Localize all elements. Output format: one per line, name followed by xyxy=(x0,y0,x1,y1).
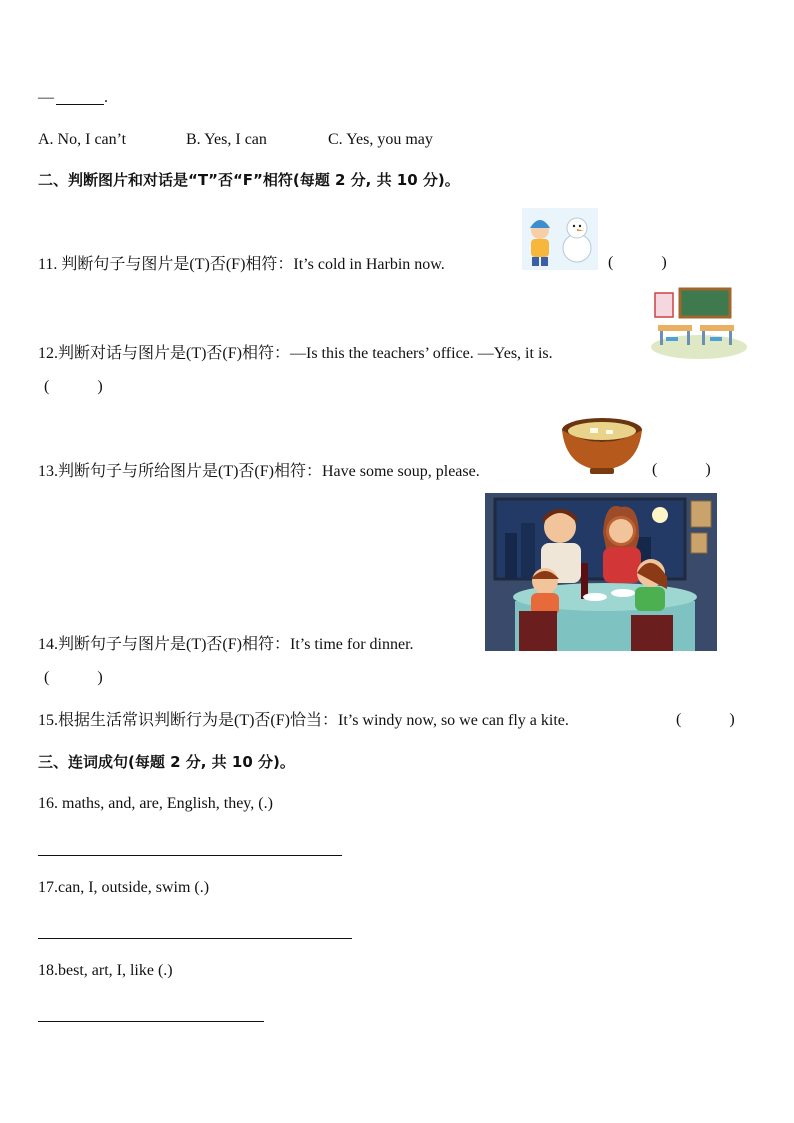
question-15-answer-paren[interactable]: ( ) xyxy=(676,711,735,728)
question-11: 11. 判断句子与图片是(T)否(F)相符：It’s cold in Harbin now. xyxy=(38,256,445,273)
classroom-picture xyxy=(650,285,748,359)
section-2-heading: 二、判断图片和对话是“T”否“F”相符(每题 2 分, 共 10 分)。 xyxy=(38,171,460,189)
question-16-answer-line[interactable] xyxy=(38,855,342,856)
question-14-answer-paren[interactable]: ( ) xyxy=(44,669,103,686)
question-18-answer-line[interactable] xyxy=(38,1021,264,1022)
question-16: 16. maths, and, are, English, they, (.) xyxy=(38,795,273,812)
question-12-answer-paren[interactable]: ( ) xyxy=(44,378,103,395)
soup-bowl-picture xyxy=(560,416,644,476)
question-12: 12.判断对话与图片是(T)否(F)相符：—Is this the teachers’ office. —Yes, it is. xyxy=(38,345,553,362)
answer-period: . xyxy=(104,89,108,106)
question-17-answer-line[interactable] xyxy=(38,938,352,939)
family-dinner-picture xyxy=(485,493,717,651)
snowman-boy-picture xyxy=(522,208,598,270)
question-13-answer-paren[interactable]: ( ) xyxy=(652,461,711,478)
option-a: A. No, I can’t xyxy=(38,131,127,148)
question-17: 17.can, I, outside, swim (.) xyxy=(38,879,210,896)
question-18: 18.best, art, I, like (.) xyxy=(38,962,173,979)
answer-dash: — xyxy=(38,89,54,106)
question-14: 14.判断句子与图片是(T)否(F)相符：It’s time for dinner. xyxy=(38,636,414,653)
question-11-answer-paren[interactable]: ( ) xyxy=(608,254,667,271)
answer-blank-line[interactable] xyxy=(56,104,104,105)
option-c: C. Yes, you may xyxy=(328,131,433,148)
question-15: 15.根据生活常识判断行为是(T)否(F)恰当：It’s windy now, so we can fly a kite. xyxy=(38,712,569,729)
question-13: 13.判断句子与所给图片是(T)否(F)相符：Have some soup, please. xyxy=(38,463,480,480)
section-3-heading: 三、连词成句(每题 2 分, 共 10 分)。 xyxy=(38,753,295,771)
option-b: B. Yes, I can xyxy=(186,131,267,148)
